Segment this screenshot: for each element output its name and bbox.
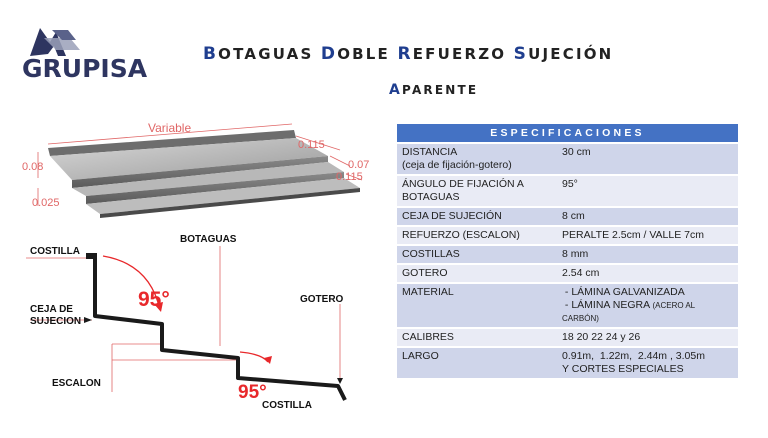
label-botaguas: BOTAGUAS <box>180 234 237 245</box>
spec-row-largo: LARGO 0.91m, 1.22m, 2.44m , 3.05m Y CORTES ESPECIALES <box>397 347 738 378</box>
label-ceja-line1: CEJA DE <box>30 304 73 315</box>
dim-variable-label: Variable <box>148 121 192 135</box>
label-ceja-line2: SUJECION <box>30 316 82 327</box>
dim-007-label: 0.07 <box>348 159 370 171</box>
profile-diagram <box>0 228 390 420</box>
spec-row-angulo: ÁNGULO DE FIJACIÓN A BOTAGUAS 95° <box>397 175 738 207</box>
label-angle-bottom: 95° <box>238 382 267 403</box>
product-3d-diagram <box>0 110 390 222</box>
spec-row-material: MATERIAL - LÁMINA GALVANIZADA - LÁMINA NEGRA (ACERO AL CARBÓN) <box>397 283 738 328</box>
spec-row-distancia: DISTANCIA (ceja de fijación-gotero) 30 cm <box>397 143 738 175</box>
label-angle-top: 95° <box>138 288 170 311</box>
spec-row-gotero: GOTERO 2.54 cm <box>397 264 738 283</box>
specifications-table <box>397 124 738 378</box>
label-costilla-bottom: COSTILLA <box>262 400 312 411</box>
dim-0025-label: 0.025 <box>32 197 60 209</box>
spec-row-refuerzo: REFUERZO (ESCALON) PERALTE 2.5cm / VALLE 7cm <box>397 226 738 245</box>
botaguas-profile <box>88 256 345 400</box>
label-costilla-top: COSTILLA <box>30 246 80 257</box>
label-escalon: ESCALON <box>52 378 101 389</box>
top-rib <box>86 253 97 259</box>
logo-mark-icon <box>26 24 86 58</box>
label-gotero: GOTERO <box>300 294 344 305</box>
spec-row-costillas: COSTILLAS 8 mm <box>397 245 738 264</box>
grupisa-logo <box>22 24 157 83</box>
spec-row-ceja: CEJA DE SUJECIÓN 8 cm <box>397 207 738 226</box>
dim-0115-bottom-label: 0.115 <box>336 171 363 183</box>
spec-row-calibres: CALIBRES 18 20 22 24 y 26 <box>397 328 738 347</box>
specifications-header: ESPECIFICACIONES <box>397 124 738 143</box>
page-title: BOTAGUAS DOBLE REFUERZO SUJECIÓN <box>203 44 614 64</box>
dim-008-label: 0.08 <box>22 161 44 173</box>
dim-0115-top-label: 0.115 <box>298 139 325 151</box>
page-subtitle: APARENTE <box>389 82 479 98</box>
logo-text: GRUPISA <box>22 54 148 83</box>
